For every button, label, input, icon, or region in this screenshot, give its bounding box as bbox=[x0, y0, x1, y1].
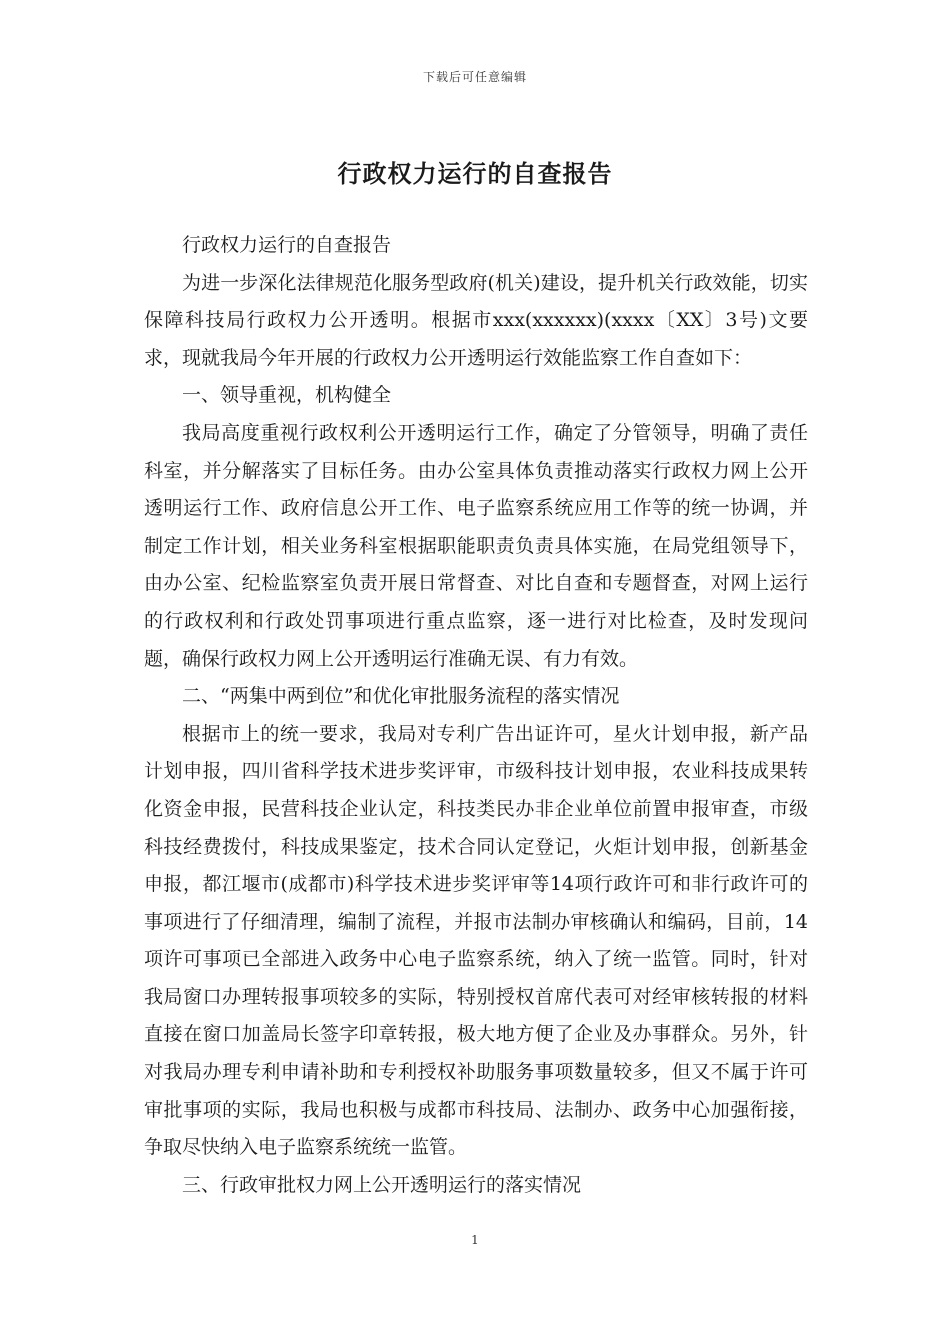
page-number: 1 bbox=[471, 1233, 479, 1247]
paragraph-intro: 为进一步深化法律规范化服务型政府(机关)建设，提升机关行政效能，切实保障科技局行政权力公开透明。根据市xxx(xxxxxx)(xxxx〔XX〕3号)文要求，现就我局今年开展的行政权力公开透明运行效能监察工作自查如下： bbox=[144, 271, 808, 369]
paragraph-subtitle: 行政权力运行的自查报告 bbox=[182, 234, 392, 256]
paragraph-section-2: 根据市上的统一要求，我局对专利广告出证许可，星火计划申报，新产品计划申报，四川省科学技术进步奖评审，市级科技计划申报，农业科技成果转化资金申报，民营科技企业认定，科技类民办非企业单位前置申报审查，市级科技经费拨付，科技成果鉴定，技术合同认定登记，火炬计划申报，创新基金申报，都江堰市(成都市)科学技术进步奖评审等14项行政许可和非行政许可的事项进行了仔细清理，编制了流程，并报市法制办审核确认和编码，目前，14项许可事项已全部进入政务中心电子监察系统，纳入了统一监管。同时，针对我局窗口办理转报事项较多的实际，特别授权首席代表可对经审核转报的材料直接在窗口加盖局长签字印章转报，极大地方便了企业及办事群众。另外，针对我局办理专利申请补助和专利授权补助服务事项数量较多，但又不属于许可审批事项的实际，我局也积极与成都市科技局、法制办、政务中心加强衔接，争取尽快纳入电子监察系统统一监管。 bbox=[144, 722, 808, 1159]
section-heading-1: 一、领导重视，机构健全 bbox=[182, 384, 392, 407]
page-header-note: 下载后可任意编辑 bbox=[422, 70, 527, 84]
section-heading-2: 二、“两集中两到位”和优化审批服务流程的落实情况 bbox=[182, 685, 620, 708]
section-heading-3: 三、行政审批权力网上公开透明运行的落实情况 bbox=[182, 1173, 582, 1196]
paragraph-section-1: 我局高度重视行政权利公开透明运行工作，确定了分管领导，明确了责任科室，并分解落实了目标任务。由办公室具体负责推动落实行政权力网上公开透明运行工作、政府信息公开工作、电子监察系统应用工作等的统一协调，并制定工作计划，相关业务科室根据职能职责负责具体实施，在局党组领导下，由办公室、纪检监察室负责开展日常督查、对比自查和专题督查，对网上运行的行政权利和行政处罚事项进行重点监察，逐一进行对比检查，及时发现问题，确保行政权力网上公开透明运行准确无误、有力有效。 bbox=[144, 421, 808, 670]
document-title: 行政权力运行的自查报告 bbox=[337, 159, 613, 188]
document-body bbox=[144, 227, 808, 1204]
